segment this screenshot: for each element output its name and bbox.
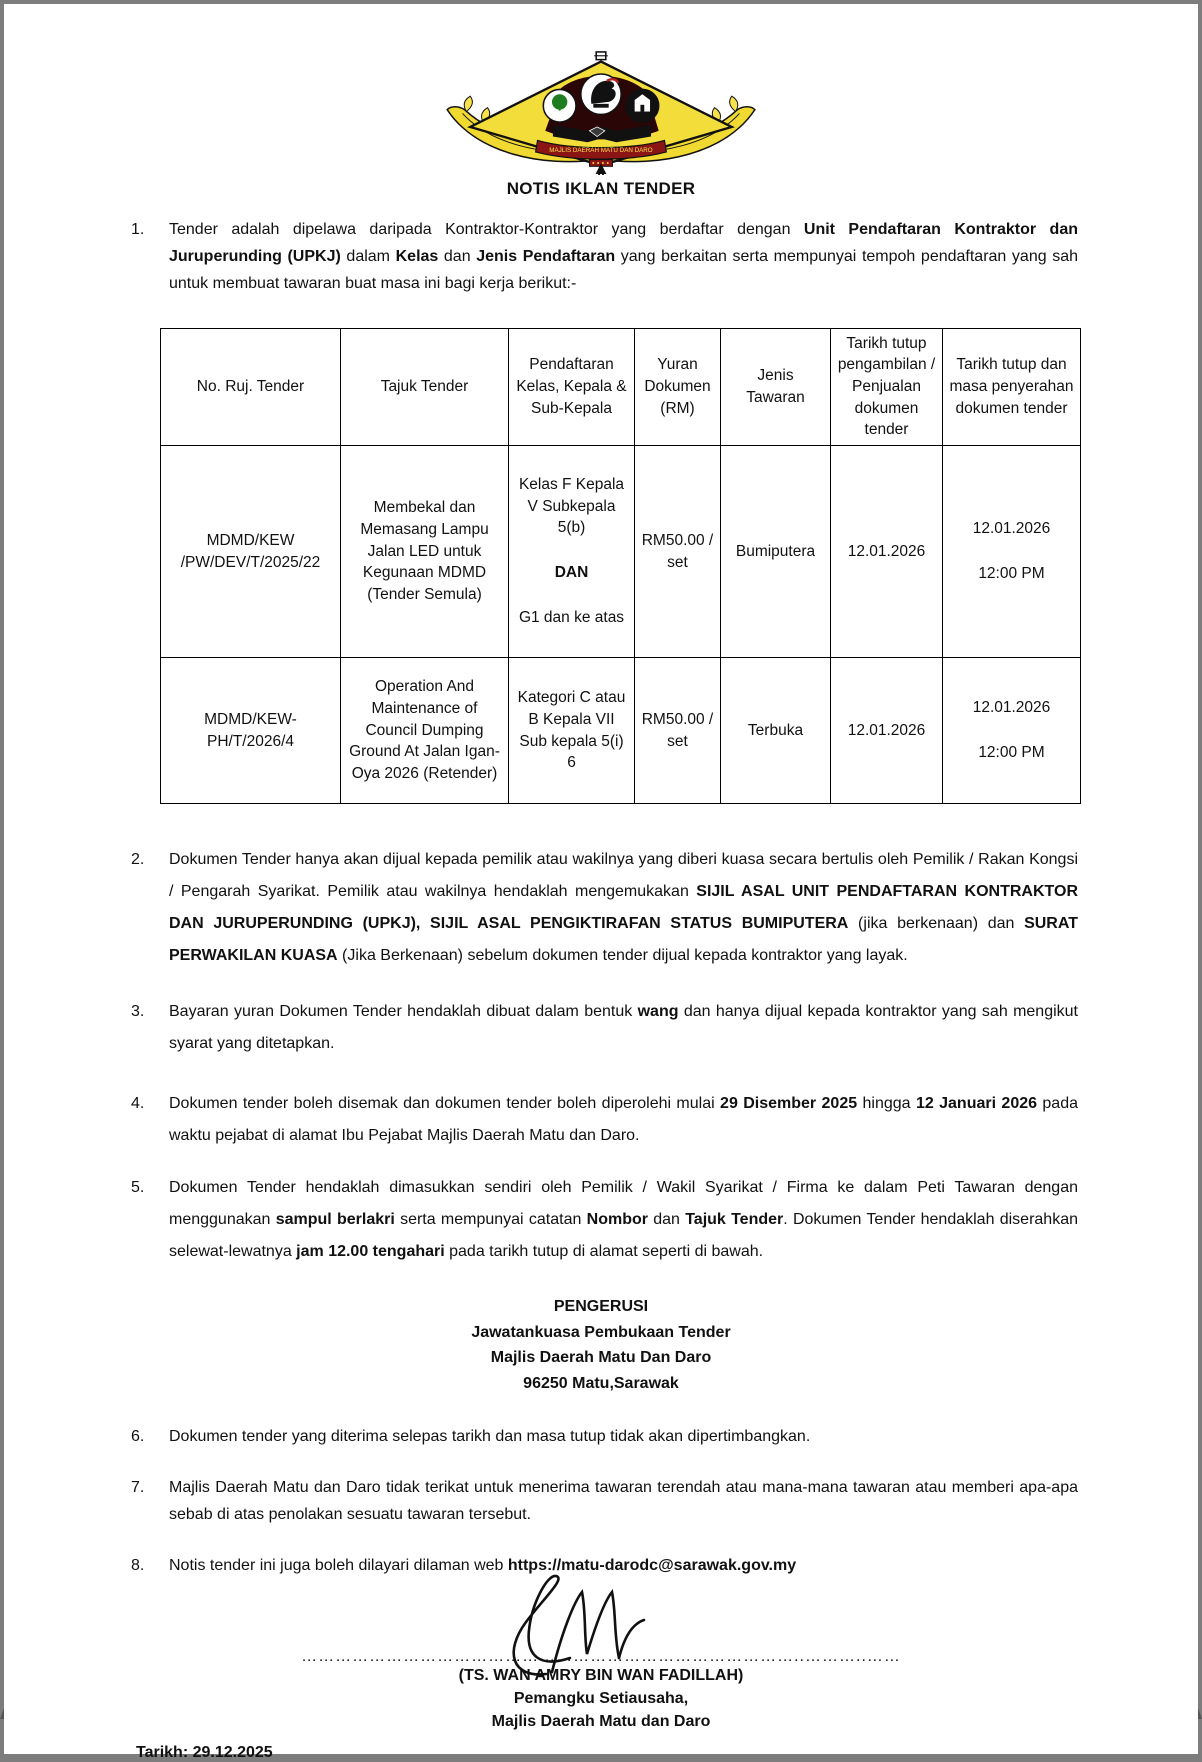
tender-row-2 (161, 658, 1081, 804)
header-tajuk-tender: Tajuk Tender (341, 328, 509, 445)
row-2-ref: MDMD/KEW-PH/T/2026/4 (161, 658, 341, 804)
paragraph-5-number: 5. (131, 1179, 145, 1197)
tender-row-1 (161, 446, 1081, 658)
paragraph-1-text: Tender adalah dipelawa daripada Kontraktor-Kontraktor yang berdaftar dengan Unit Pendaftaran Kontraktor dan Juruperunding (UPKJ) dalam Kelas dan Jenis Pendaftaran yang berkaitan serta mempunyai tempoh pendaftaran yang sah untuk membuat tawaran buat masa ini bagi kerja berikut:- (169, 221, 1079, 292)
majlis-daerah-matu-dan-daro-crest-icon (436, 50, 766, 175)
row-2-yuran: RM50.00 / set (635, 658, 721, 804)
signatory-organisation: Majlis Daerah Matu dan Daro (491, 1713, 711, 1731)
paragraph-1-number: 1. (131, 221, 145, 238)
page-title: NOTIS IKLAN TENDER (506, 179, 696, 198)
header-no-ruj-tender: No. Ruj. Tender (161, 328, 341, 445)
row-1-yuran: RM50.00 / set (635, 446, 721, 658)
row-1-tarikh-jualan: 12.01.2026 (831, 446, 943, 658)
paragraph-5-text: Dokumen Tender hendaklah dimasukkan sendiri oleh Pemilik / Wakil Syarikat / Firma ke dalam Peti Tawaran dengan menggunakan sampul berlakri serta mempunyai catatan Nombor dan Tajuk Tender. Dokumen Tender hendaklah diserahkan selewat-lewatnya jam 12.00 tengahari pada tarikh tutup di alamat seperti di bawah. (169, 1179, 1079, 1261)
signature-dotted-line: ……………………………………………………………………………..………..…… (301, 1647, 901, 1665)
header-pendaftaran: Pendaftaran Kelas, Kepala & Sub-Kepala (509, 328, 635, 445)
row-2-tarikh-serahan: 12.01.2026 12:00 PM (943, 658, 1081, 804)
paragraph-6-text: Dokumen tender yang diterima selepas tarikh dan masa tutup tidak akan dipertimbangkan. (169, 1428, 811, 1446)
header-yuran-dokumen: Yuran Dokumen (RM) (635, 328, 721, 445)
paragraph-3 (131, 996, 1078, 1060)
paragraph-1 (131, 217, 1078, 298)
signatory-name: (TS. WAN AMRY BIN WAN FADILLAH) (458, 1666, 744, 1684)
paragraph-4 (131, 1088, 1078, 1152)
paragraph-2-number: 2. (131, 851, 145, 869)
paragraph-4-text: Dokumen tender boleh disemak dan dokumen tender boleh diperolehi mulai 29 Disember 2025 hingga 12 Januari 2026 pada waktu pejabat di alamat Ibu Pejabat Majlis Daerah Matu dan Daro. (169, 1095, 1078, 1145)
paragraph-8-text: Notis tender ini juga boleh dilayari dilaman web https://matu-darodc@sarawak.gov.my (169, 1557, 797, 1575)
row-1-jenis: Bumiputera (721, 446, 831, 658)
paragraph-7-number: 7. (131, 1479, 145, 1497)
row-2-tajuk: Operation And Maintenance of Council Dumping Ground At Jalan Igan-Oya 2026 (Retender) (341, 658, 509, 804)
paragraph-3-text: Bayaran yuran Dokumen Tender hendaklah dibuat dalam bentuk wang dan hanya dijual kepada kontraktor yang sah mengikut syarat yang ditetapkan. (169, 1003, 1078, 1053)
paragraph-7 (131, 1475, 1078, 1529)
signature-block (4, 1586, 1198, 1736)
tender-table (160, 328, 1081, 804)
crest-banner-text: MAJLIS DAERAH MATU DAN DARO (549, 146, 653, 154)
signatory-role: Pemangku Setiausaha, (513, 1690, 689, 1708)
handwritten-signature-icon (482, 1574, 672, 1692)
paragraph-6 (131, 1424, 1078, 1451)
row-1-pendaftaran: Kelas F Kepala V Subkepala 5(b) DAN G1 dan ke atas (509, 446, 635, 658)
tender-submission-address: PENGERUSI Jawatankuasa Pembukaan Tender Majlis Daerah Matu Dan Daro 96250 Matu,Sarawak (471, 1298, 731, 1392)
document-date: Tarikh: 29.12.2025 (136, 1743, 273, 1761)
row-2-tarikh-jualan: 12.01.2026 (831, 658, 943, 804)
row-1-tajuk: Membekal dan Memasang Lampu Jalan LED untuk Kegunaan MDMD (Tender Semula) (341, 446, 509, 658)
header-tarikh-tutup-penyerahan: Tarikh tutup dan masa penyerahan dokumen tender (943, 328, 1081, 445)
header-tarikh-tutup-penjualan: Tarikh tutup pengambilan / Penjualan dokumen tender (831, 328, 943, 445)
header-jenis-tawaran: Jenis Tawaran (721, 328, 831, 445)
paragraph-2-text: Dokumen Tender hanya akan dijual kepada pemilik atau wakilnya yang diberi kuasa secara bertulis oleh Pemilik / Rakan Kongsi / Pengarah Syarikat. Pemilik atau wakilnya hendaklah mengemukakan SIJIL ASAL UNIT PENDAFTARAN KONTRAKTOR DAN JURUPERUNDING (UPKJ), SIJIL ASAL PENGIKTIRAFAN STATUS BUMIPUTERA (jika berkenaan) dan SURAT PERWAKILAN KUASA (Jika Berkenaan) sebelum dokumen tender dijual kepada kontraktor yang layak. (169, 851, 1078, 965)
paragraph-3-number: 3. (131, 1003, 145, 1021)
row-2-jenis: Terbuka (721, 658, 831, 804)
tender-notice-document (4, 50, 1198, 1761)
paragraph-4-number: 4. (131, 1095, 145, 1113)
paragraph-7-text: Majlis Daerah Matu dan Daro tidak terikat untuk menerima tawaran terendah atau mana-mana tawaran atau memberi apa-apa sebab di atas penolakan sesuatu tawaran tersebut. (169, 1479, 1078, 1524)
paragraph-5 (131, 1172, 1078, 1268)
paragraph-8-number: 8. (131, 1557, 145, 1575)
row-1-ref: MDMD/KEW /PW/DEV/T/2025/22 (161, 446, 341, 658)
paragraph-2 (131, 844, 1078, 972)
council-crest-logo (436, 50, 766, 175)
row-2-pendaftaran: Kategori C atau B Kepala VII Sub kepala 5(i) 6 (509, 658, 635, 804)
row-1-tarikh-serahan: 12.01.2026 12:00 PM (943, 446, 1081, 658)
tender-table-header-row (161, 328, 1081, 445)
paragraph-6-number: 6. (131, 1428, 145, 1446)
